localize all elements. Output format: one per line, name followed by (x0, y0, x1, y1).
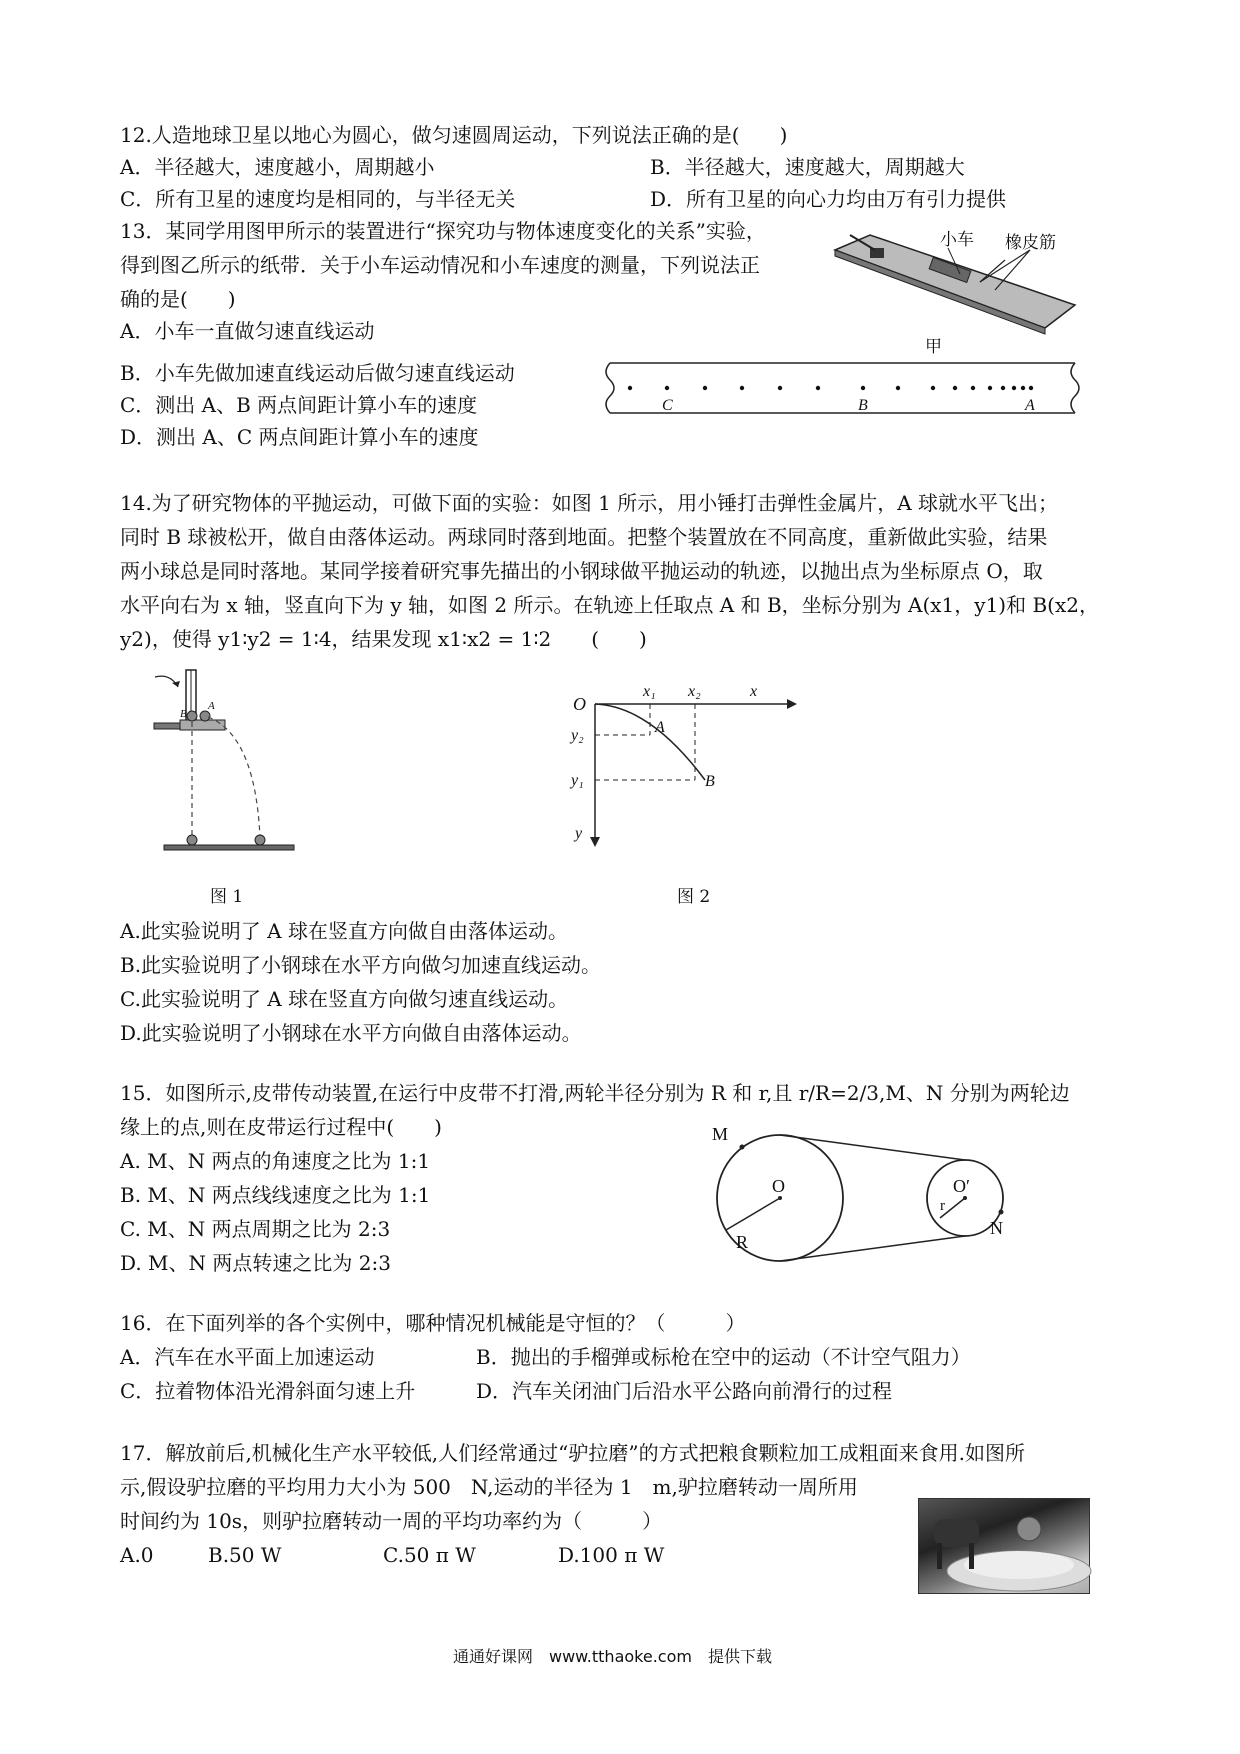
q15-option-c: C. M、N 两点周期之比为 2:3 (120, 1217, 391, 1241)
q16-option-d: D．汽车关闭油门后沿水平公路向前滑行的过程 (476, 1379, 893, 1403)
q17-line2: 示,假设驴拉磨的平均用力大小为 500 N,运动的半径为 1 m,驴拉磨转动一周所用 (120, 1475, 858, 1499)
q14-figure1 (150, 665, 320, 865)
q17-donkey-mill-photo (918, 1498, 1090, 1594)
q14-fig2-label-y2: y₂ (571, 727, 584, 744)
q13-option-c: C．测出 A、B 两点间距计算小车的速度 (120, 393, 478, 417)
q14-option-d: D.此实验说明了小钢球在水平方向做自由落体运动。 (120, 1021, 582, 1045)
q13-figure-apparatus (830, 220, 1080, 350)
q15-label-r-big: R (736, 1232, 749, 1252)
q12-stem: 12.人造地球卫星以地心为圆心，做匀速圆周运动，下列说法正确的是( ) (120, 123, 788, 147)
q16-option-b: B．抛出的手榴弹或标枪在空中的运动（不计空气阻力） (476, 1345, 971, 1369)
q14-fig2-label-b: B (705, 773, 715, 790)
q13-figure-jia-label: 甲 (925, 337, 942, 357)
q16-option-c: C．拉着物体沿光滑斜面匀速上升 (120, 1379, 416, 1403)
q12-option-d: D．所有卫星的向心力均由万有引力提供 (650, 187, 1007, 211)
q13-tape-label-b: B (858, 397, 868, 414)
q13-tape-label-a: A (1025, 397, 1035, 414)
q17-line3: 时间约为 10s，则驴拉磨转动一周的平均功率约为（ ） (120, 1509, 663, 1533)
q13-label-car: 小车 (940, 230, 974, 249)
q16-stem: 16．在下面列举的各个实例中，哪种情况机械能是守恒的？（ ） (120, 1311, 746, 1335)
q13-stem-line1: 13．某同学用图甲所示的装置进行“探究功与物体速度变化的关系”实验， (120, 219, 766, 243)
q13-label-band: 橡皮筋 (1005, 233, 1056, 252)
q15-option-d: D. M、N 两点转速之比为 2:3 (120, 1251, 391, 1275)
q14-option-b: B.此实验说明了小钢球在水平方向做匀加速直线运动。 (120, 953, 602, 977)
q13-tape-label-c: C (662, 397, 673, 414)
q14-fig2-label-x: x (750, 683, 758, 700)
q17-option-d: D.100 π W (558, 1543, 665, 1567)
q14-line5: y2)，使得 y1∶y2 = 1∶4，结果发现 x1∶x2 = 1∶2 ( ) (120, 627, 647, 651)
q12-option-c: C．所有卫星的速度均是相同的，与半径无关 (120, 187, 516, 211)
q13-option-d: D．测出 A、C 两点间距计算小车的速度 (120, 425, 479, 449)
q14-option-c: C.此实验说明了 A 球在竖直方向做匀速直线运动。 (120, 987, 569, 1011)
q16-option-a: A．汽车在水平面上加速运动 (120, 1345, 375, 1369)
q15-label-o: O (772, 1176, 785, 1196)
q17-option-c: C.50 π W (383, 1543, 476, 1567)
q15-option-b: B. M、N 两点线线速度之比为 1:1 (120, 1183, 431, 1207)
q15-line2: 缘上的点,则在皮带运行过程中( ) (120, 1115, 442, 1139)
q14-line1: 14.为了研究物体的平抛运动，可做下面的实验：如图 1 所示，用小锤打击弹性金属片，A 球就水平飞出； (120, 491, 1059, 515)
page-footer: 通通好课网 www.tthaoke.com 提供下载 (453, 1647, 772, 1666)
q12-option-a: A．半径越大，速度越小，周期越小 (120, 155, 435, 179)
q14-fig2-label-x2: x₂ (688, 683, 701, 700)
q14-line3: 两小球总是同时落地。某同学接着研究事先描出的小钢球做平抛运动的轨迹，以抛出点为坐标原点 O，取 (120, 559, 1043, 583)
q13-stem-line2: 得到图乙所示的纸带．关于小车运动情况和小车速度的测量，下列说法正 (120, 253, 760, 277)
q17-line1: 17．解放前后,机械化生产水平较低,人们经常通过“驴拉磨”的方式把粮食颗粒加工成粗面来食用.如图所 (120, 1441, 1025, 1465)
q15-label-r-small: r (940, 1198, 945, 1214)
q14-line2: 同时 B 球被松开，做自由落体运动。两球同时落到地面。把整个装置放在不同高度，重新做此实验，结果 (120, 525, 1048, 549)
q17-option-b: B.50 W (208, 1543, 282, 1567)
q12-option-b: B．半径越大，速度越大，周期越大 (650, 155, 965, 179)
q15-label-o-prime: O′ (953, 1176, 970, 1196)
q14-fig1-label-b: B (180, 708, 187, 720)
q15-figure-belt-drive (700, 1124, 1020, 1260)
q15-label-m: M (712, 1124, 729, 1144)
q15-line1: 15．如图所示,皮带传动装置,在运行中皮带不打滑,两轮半径分别为 R 和 r,且 r/R=2/3,M、N 分别为两轮边 (120, 1081, 1070, 1105)
q14-fig2-label-a: A (655, 719, 665, 736)
q14-fig2-label-y: y (575, 825, 583, 842)
q14-fig2-label-o: O (573, 694, 586, 714)
q14-fig2-label-x1: x₁ (643, 683, 656, 700)
q14-figure2 (565, 680, 815, 860)
q14-fig2-label-y1: y₁ (571, 772, 584, 789)
q17-option-a: A.0 (120, 1543, 154, 1567)
q14-line4: 水平向右为 x 轴，竖直向下为 y 轴，如图 2 所示。在轨迹上任取点 A 和 B，坐标分别为 A(x1，y1)和 B(x2， (120, 593, 1099, 617)
q15-option-a: A. M、N 两点的角速度之比为 1:1 (120, 1149, 431, 1173)
q14-figure2-caption: 图 2 (677, 887, 711, 907)
q13-option-b: B．小车先做加速直线运动后做匀速直线运动 (120, 361, 515, 385)
q13-figure-tape (600, 358, 1085, 418)
q13-option-a: A．小车一直做匀速直线运动 (120, 319, 375, 343)
q14-fig1-label-a: A (208, 700, 215, 712)
q13-stem-line3: 确的是( ) (120, 287, 236, 311)
q14-option-a: A.此实验说明了 A 球在竖直方向做自由落体运动。 (120, 919, 568, 943)
q14-figure1-caption: 图 1 (210, 887, 244, 907)
q15-label-n: N (990, 1218, 1003, 1238)
